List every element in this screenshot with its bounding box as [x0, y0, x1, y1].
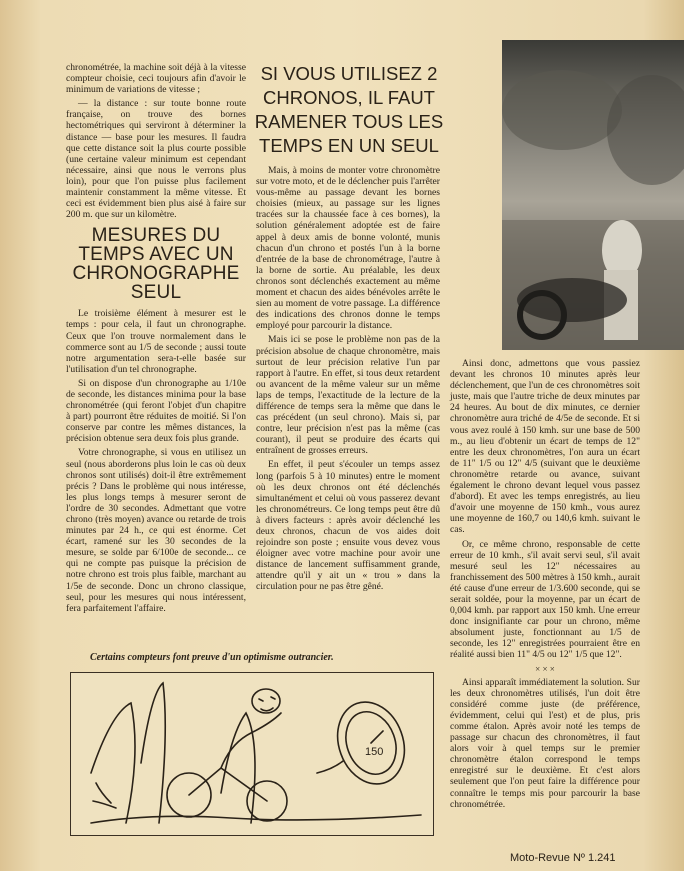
separator: × × × [535, 663, 555, 674]
paragraph: Ainsi donc, admettons que vous passiez devant les chronos 10 minutes après leur déclenchement, que l'un de ces chronomètres soit juste, mais que l'autre triche de deux minutes par 24 heures. Au bout de dix minutes, ce dernier chronomètre aura triché de 4/5e de seconde. Et si vous avez roulé à 150 kmh. sur une base de 500 m., au lieu d'obtenir un écart de temps de 12" entre les deux chronomètres, l'on aura un écart de 11" 1/5 ou 12" 4/5 (suivant que le deuxième chronomètre retarde ou avance, suivant également le chrono devant lequel vous passez d'abord). Et avec les temps enregistrés, au lieu d'avoir une moyenne de 150 kmh., vous aurez une moyenne de 160,7 ou 140,6 kmh. suivant le cas. [450, 358, 640, 536]
column-middle [256, 165, 440, 596]
page-footer: Moto-Revue Nº 1.241 [510, 852, 616, 864]
paragraph: Votre chronographe, si vous en utilisez un seul (nous aborderons plus loin le cas où deux chronos sont utilisés) doit-il être extrêmement précis ? Dans le problème qui nous intéresse, les plus longs temps à mesurer seront de l'ordre de 30 secondes. Admettant que votre chrono (très moyen) avance ou retarde de trois minutes par 24 h., ce qui est énorme. Cet écart, ramené sur les 30 secondes de la mesure, se solde par 6/100e de seconde... ce qui ne compte pas puisque la précision de notre chrono est trois plus faible, marchant au 1/5e de seconde. Donc un chrono classique, seul, pour les mesures qui nous intéressent, fera parfaitement l'affaire. [66, 447, 246, 614]
motorcycle-photo [502, 40, 684, 350]
paragraph: Mais ici se pose le problème non pas de la précision absolue de chaque chronomètre, mais surtout de leur précision relative l'un par rapport à l'autre. En effet, si tous deux retardent ou avancent de la même valeur sur un même laps de temps, l'exactitude de la lecture de la différence de temps sera la même que dans le cas précédent (un seul chrono). Mais si, par contre, leur précision n'est pas la même (cas courant), il peut se produire des écarts qui entraînent de grosses erreurs. [256, 334, 440, 457]
paragraph: Or, ce même chrono, responsable de cette erreur de 10 kmh., s'il avait servi seul, s'il avait mesuré seul les 12" nécessaires au franchissement des 500 mètres à 150 kmh., aurait été cause d'une erreur de 1/3.600 seconde, qui se serait soldée, pour la moyenne, par un écart de 0,004 kmh. par rapport aux 150 kmh. Une erreur donc insignifiante car pour un chrono, même absolument juste, fonctionnant au 1/5 de seconde, les 12" enregistrées pourraient être en réalité aussi bien 11" 4/5 ou 12" 1/5 que 12". [450, 538, 640, 661]
column-left [66, 62, 246, 617]
paragraph: Si on dispose d'un chronographe au 1/10e de seconde, les distances minima pour la base chronométrée (qui feront l'objet d'un chapitre à part) pourront être réduites de moitié. Si l'on conserve par contre les mêmes distances, la précision obtenue sera deux fois plus grande. [66, 377, 246, 445]
paragraph: En effet, il peut s'écouler un temps assez long (parfois 5 à 10 minutes) entre le moment où les deux chronos ont été déclenchés simultanément et celui où vous passerez devant les chronométreurs. Ce long temps peut être dû à divers facteurs : après avoir déclenché les deux chronos, chacun de vos aides doit rejoindre son poste ; ensuite vous devez vous éloigner avec votre machine pour avoir une distance de lancement suffisamment grande, attendre qu'il y ait un « trou » dans la circulation pour ne pas être gêné. [256, 459, 440, 593]
cartoon-illustration [70, 672, 434, 836]
paragraph: chronométrée, la machine soit déjà à la vitesse compteur choisie, ceci toujours afin d'avoir le minimum de variations de vitesse ; [66, 62, 246, 96]
cartoon-drawing [71, 673, 433, 835]
column-right [450, 358, 640, 813]
section-heading: MESURES DU TEMPS AVEC UN CHRONOGRAPHE SEUL [72, 225, 240, 304]
paragraph: Le troisième élément à mesurer est le temps : pour cela, il faut un chronographe. Ceux que l'on trouve normalement dans le commerce sont au 1/5 de seconde ; aussi toute notre argumentation sera-t-elle basée sur l'utilisation d'un tel chronographe. [66, 308, 246, 375]
photo-image [502, 40, 684, 350]
paragraph: Mais, à moins de monter votre chronomètre sur votre moto, et de le déclencher puis l'arrêter vous-même au passage devant les bornes choisies (mieux, au passage sur les lignes tracées sur la chaussée face à ces bornes), la solution généralement adoptée est de faire appel à deux amis de bonne volonté, munis chacun d'un chrono et postés l'un à la borne d'entrée de la base de chronométrage, l'autre à la borne de sortie. Au préalable, les deux chronos sont déclenchés exactement au même moment et chacun des aides bénévoles arrête le sien au moment de votre passage. La différence des indications des chronos donne le temps employé pour parcourir la distance. [256, 165, 440, 332]
cartoon-caption: Certains compteurs font preuve d'un optimisme outrancier. [90, 652, 334, 663]
paragraph: — la distance : sur toute bonne route française, on trouve des bornes hectométriques qui serviront à déterminer la distance — base pour les mesures. Il faudra que cette distance soit la plus courte possible (une certaine valeur minimum est cependant nécessaire, ainsi que nous le verrons plus loin), pour que l'on puisse plus facilement maintenir constamment la même vitesse. Et ceci est évidemment bien plus aisé à faire sur 200 m. que sur un kilomètre. [66, 98, 246, 221]
paragraph: Ainsi apparaît immédiatement la solution. Sur les deux chronomètres utilisés, l'un doit être considéré comme juste (de préférence, évidemment, celui qui l'est) et de plus, pris comme étalon. Après avoir noté les temps de passage sur chacun des chronomètres, il faut alors voir à quel temps sur le premier chronomètre étalon correspond le temps enregistré sur le deuxième. Et c'est alors seulement que l'on peut faire la différence pour connaître le temps mis pour parcourir la base chronométrée. [450, 676, 640, 810]
section-heading-main: SI VOUS UTILISEZ 2 CHRONOS, IL FAUT RAMENER TOUS LES TEMPS EN UN SEUL [254, 63, 444, 156]
speedometer-label: 150 [365, 746, 384, 758]
